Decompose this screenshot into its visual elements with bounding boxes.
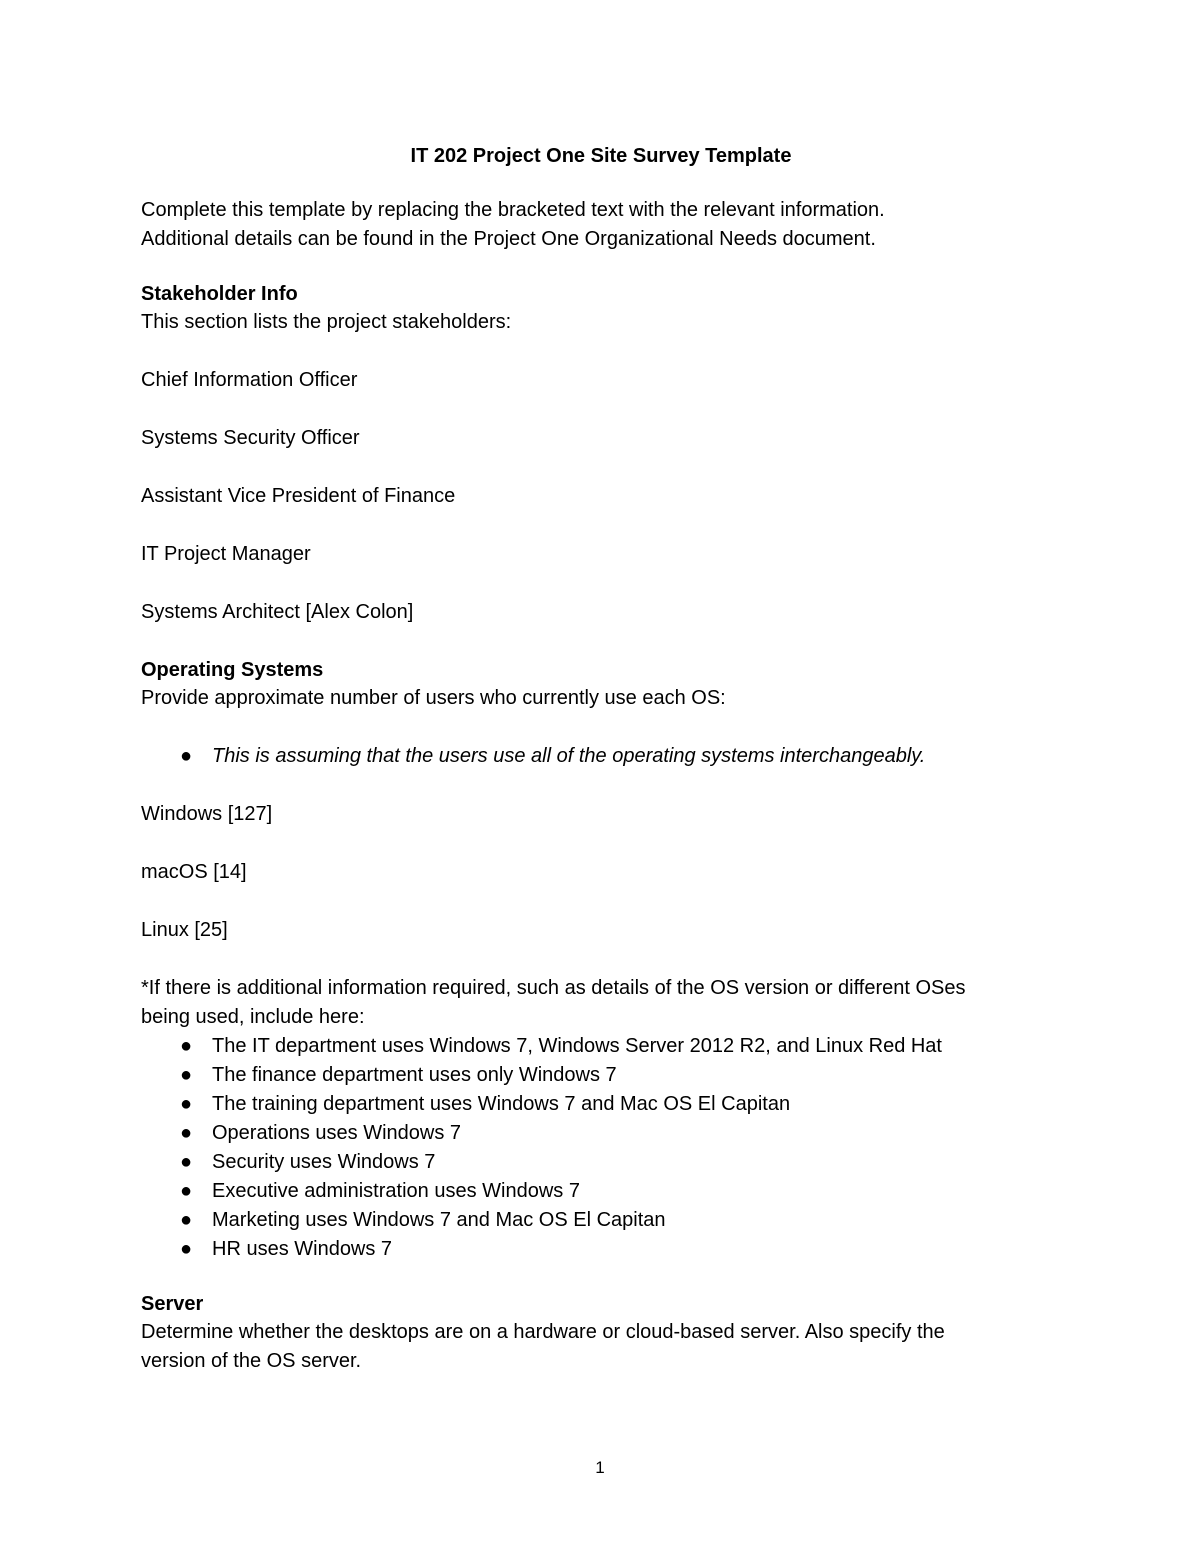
department-os-item: HR uses Windows 7: [212, 1238, 393, 1260]
stakeholder-item: Assistant Vice President of Finance: [141, 485, 456, 507]
server-description-line: version of the OS server.: [141, 1350, 362, 1372]
bullet-icon: ●: [179, 1151, 193, 1173]
additional-info-line: *If there is additional information required, such as details of the OS version or different OSes: [141, 977, 966, 999]
stakeholder-description: This section lists the project stakeholders:: [141, 311, 512, 333]
additional-info-line: being used, include here:: [141, 1006, 365, 1028]
document-title: IT 202 Project One Site Survey Template: [410, 145, 792, 167]
list-item: [141, 1119, 1061, 1148]
bullet-icon: ●: [179, 745, 193, 767]
stakeholder-item: Systems Architect [Alex Colon]: [141, 601, 414, 623]
os-note: This is assuming that the users use all of the operating systems interchangeably.: [212, 745, 926, 767]
department-os-item: Security uses Windows 7: [212, 1151, 436, 1173]
stakeholder-item: IT Project Manager: [141, 543, 311, 565]
server-heading: Server: [141, 1293, 204, 1315]
department-os-item: The finance department uses only Windows 7: [212, 1064, 617, 1086]
list-item: [141, 1177, 1061, 1206]
department-os-item: Operations uses Windows 7: [212, 1122, 462, 1144]
intro-line: Complete this template by replacing the bracketed text with the relevant information.: [141, 199, 885, 221]
department-os-item: The IT department uses Windows 7, Windows Server 2012 R2, and Linux Red Hat: [212, 1035, 942, 1057]
bullet-icon: ●: [179, 1035, 193, 1057]
document-body: [141, 142, 1061, 1376]
bullet-icon: ●: [179, 1209, 193, 1231]
server-description-line: Determine whether the desktops are on a hardware or cloud-based server. Also specify the: [141, 1321, 945, 1343]
list-item: [141, 1235, 1061, 1264]
os-macos-count: macOS [14]: [141, 861, 247, 883]
os-note-list: [141, 742, 1061, 771]
bullet-icon: ●: [179, 1238, 193, 1260]
list-item: [141, 1090, 1061, 1119]
bullet-icon: ●: [179, 1122, 193, 1144]
department-os-item: Marketing uses Windows 7 and Mac OS El Capitan: [212, 1209, 666, 1231]
department-os-item: Executive administration uses Windows 7: [212, 1180, 580, 1202]
os-linux-count: Linux [25]: [141, 919, 228, 941]
intro-line: Additional details can be found in the Project One Organizational Needs document.: [141, 228, 876, 250]
os-windows-count: Windows [127]: [141, 803, 273, 825]
department-os-list: [141, 1032, 1061, 1264]
list-item: [141, 1032, 1061, 1061]
stakeholder-item: Chief Information Officer: [141, 369, 358, 391]
page-number: 1: [595, 1458, 605, 1477]
list-item: [141, 1148, 1061, 1177]
operating-systems-description: Provide approximate number of users who currently use each OS:: [141, 687, 726, 709]
intro-paragraph: [141, 196, 1061, 254]
list-item: [141, 1206, 1061, 1235]
bullet-icon: ●: [179, 1064, 193, 1086]
operating-systems-heading: Operating Systems: [141, 659, 324, 681]
bullet-icon: ●: [179, 1093, 193, 1115]
stakeholder-heading: Stakeholder Info: [141, 283, 298, 305]
server-description: [141, 1318, 1061, 1376]
bullet-icon: ●: [179, 1180, 193, 1202]
additional-info-paragraph: [141, 974, 1061, 1032]
department-os-item: The training department uses Windows 7 and Mac OS El Capitan: [212, 1093, 791, 1115]
list-item: [141, 1061, 1061, 1090]
list-item: [141, 742, 1061, 771]
stakeholder-item: Systems Security Officer: [141, 427, 360, 449]
